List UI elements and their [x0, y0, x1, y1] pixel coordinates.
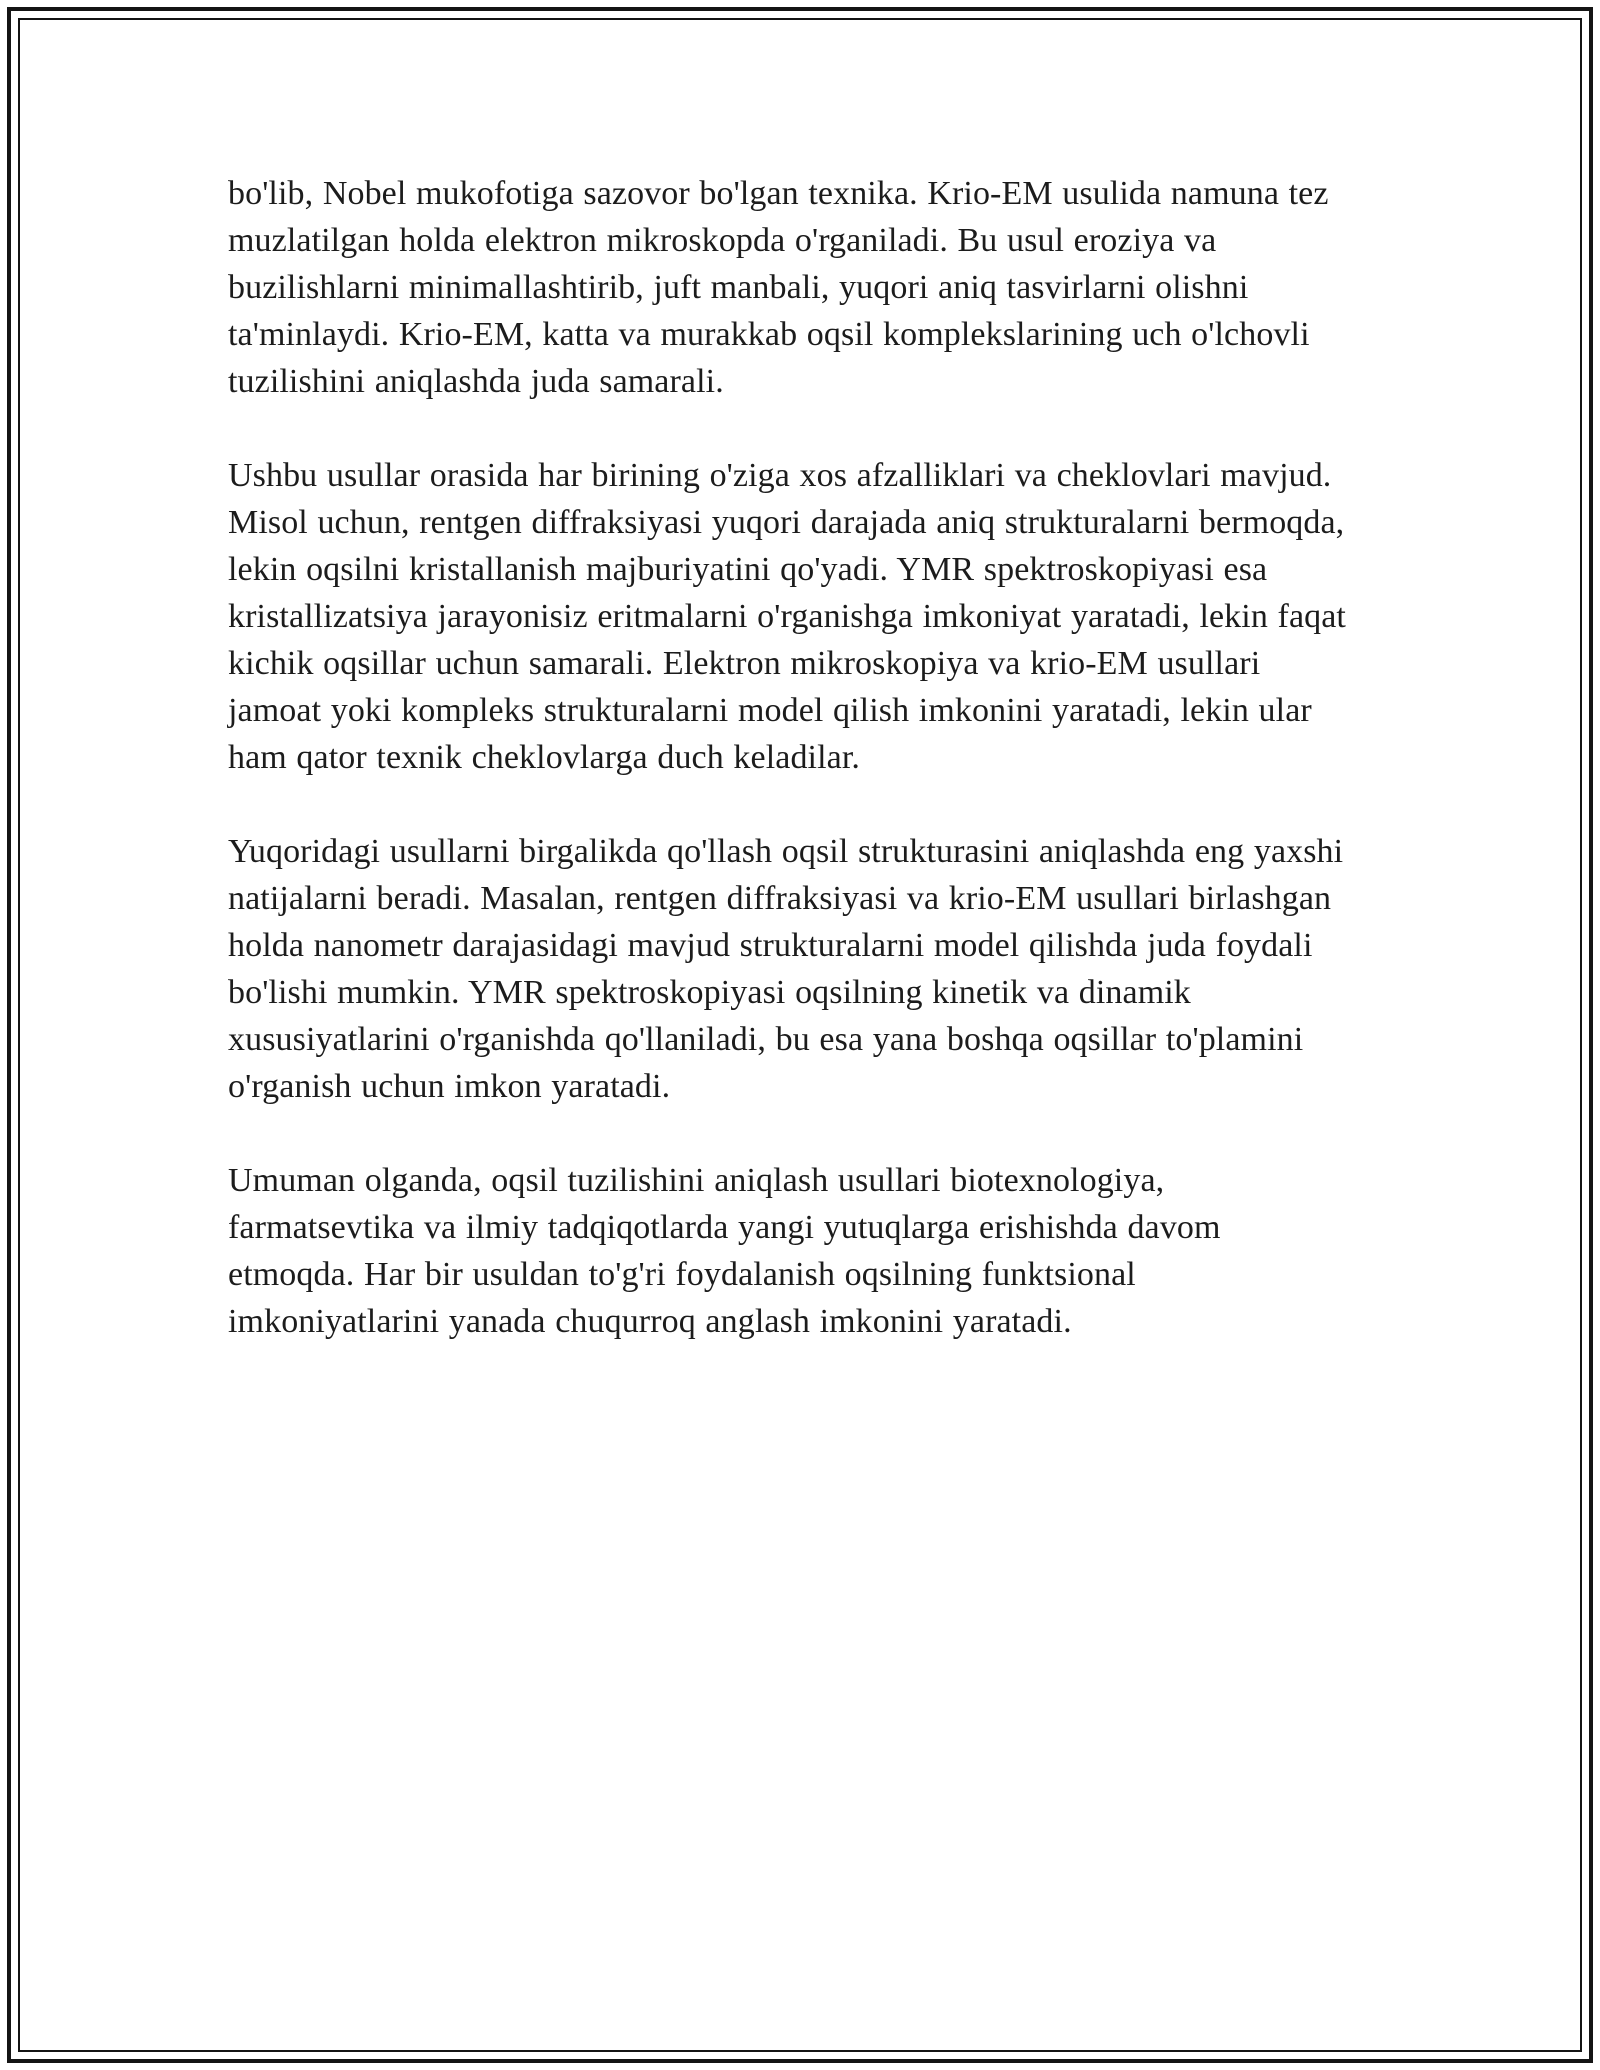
paragraph-advantages-limitations: Ushbu usullar orasida har birining o'ziga xos afzalliklari va cheklovlari mavjud. Misol uchun, rentgen diffraksiyasi yuqori darajada aniq strukturalarni bermoqda, lekin oqsilni kristallanish majburiyatini qo'yadi. YMR spektroskopiyasi esa kristallizatsiya jarayonisiz eritmalarni o'rganishga imkoniyat yaratadi, lekin faqat kichik oqsillar uchun samarali. Elektron mikroskopiya va krio-EM usullari jamoat yoki kompleks strukturalarni model qilish imkonini yaratadi, lekin ular ham qator texnik cheklovlarga duch keladilar.: [228, 457, 1346, 776]
document-page: [18, 18, 1582, 2052]
paragraph-combined-methods: Yuqoridagi usullarni birgalikda qo'llash oqsil strukturasini aniqlashda eng yaxshi natijalarni beradi. Masalan, rentgen diffraksiyasi va krio-EM usullari birlashgan holda nanometr darajasidagi mavjud strukturalarni model qilishda juda foydali bo'lishi mumkin. YMR spektroskopiyasi oqsilning kinetik va dinamik xususiyatlarini o'rganishda qo'llaniladi, bu esa yana boshqa oqsillar to'plamini o'rganish uchun imkon yaratadi.: [228, 833, 1344, 1105]
paragraph-cryo-em: bo'lib, Nobel mukofotiga sazovor bo'lgan texnika. Krio-EM usulida namuna tez muzlatilgan holda elektron mikroskopda o'rganiladi. Bu usul eroziya va buzilishlarni minimallashtirib, juft manbali, yuqori aniq tasvirlarni olishni ta'minlaydi. Krio-EM, katta va murakkab oqsil komplekslarining uch o'lchovli tuzilishini aniqlashda juda samarali.: [228, 175, 1329, 400]
paragraph-conclusion: Umuman olganda, oqsil tuzilishini aniqlash usullari biotexnologiya, farmatsevtika va ilmiy tadqiqotlarda yangi yutuqlarga erishishda davom etmoqda. Har bir usuldan to'g'ri foydalanish oqsilning funktsional imkoniyatlarini yanada chuqurroq anglash imkonini yaratadi.: [228, 1162, 1221, 1340]
text-body: [228, 170, 1353, 1345]
page-outer-border: [7, 7, 1593, 2063]
